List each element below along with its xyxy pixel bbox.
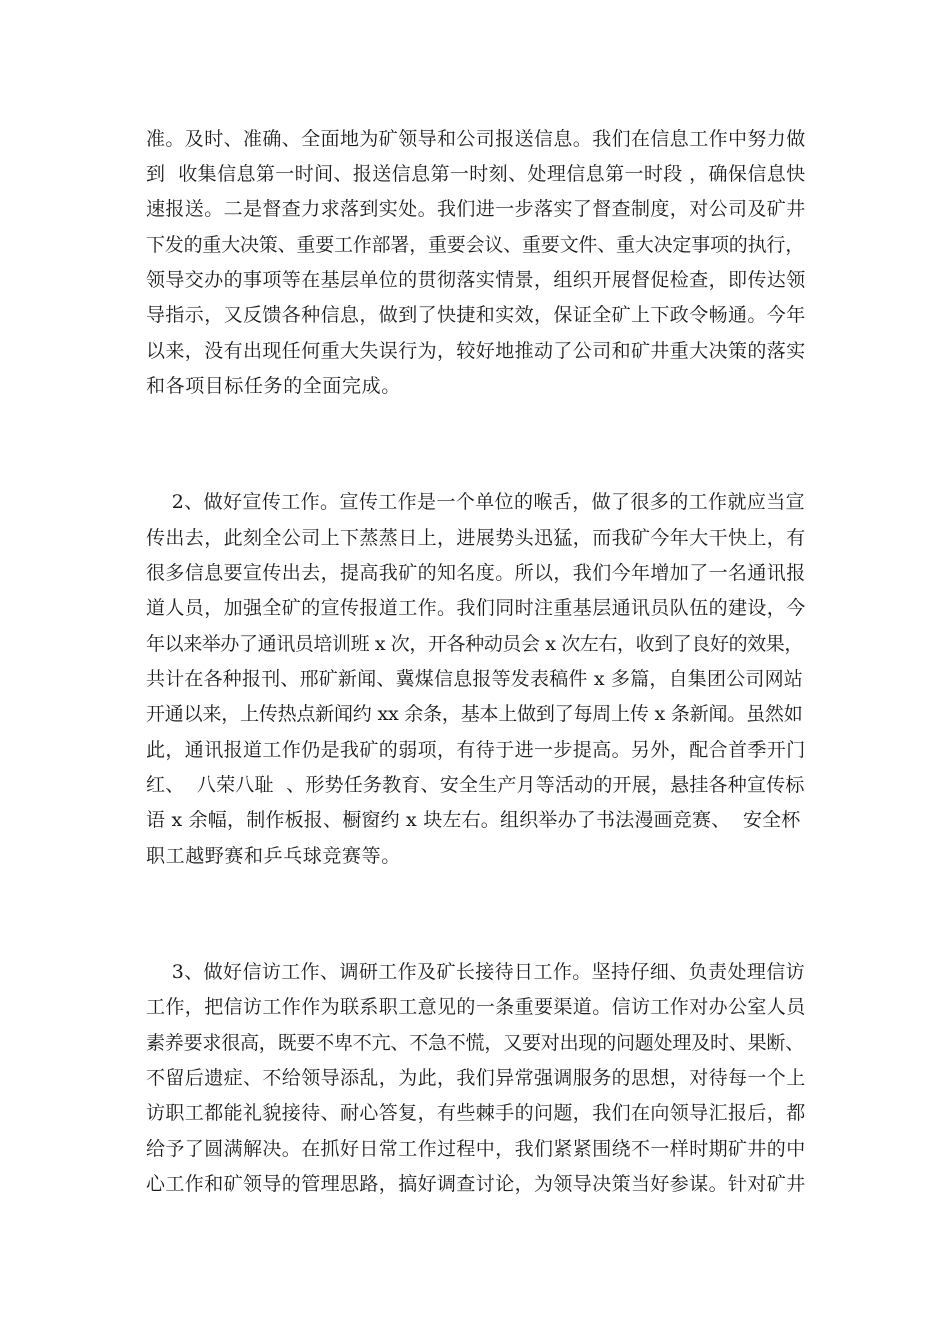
text-line: 给予了圆满解决。在抓好日常工作过程中，我们紧紧围绕不一样时期矿井的中 [146, 1138, 806, 1160]
text-line: 2、做好宣传工作。宣传工作是一个单位的喉舌，做了很多的工作就应当宣 [146, 491, 806, 513]
text-line: 年以来举办了通讯员培训班 x 次，开各种动员会 x 次左右，收到了良好的效果， [146, 633, 803, 655]
text-line: 到 收集信息第一时间、报送信息第一时刻、处理信息第一时段 ，确保信息快 [146, 163, 806, 185]
text-line: 传出去，此刻全公司上下蒸蒸日上，进展势头迅猛，而我矿今年大干快上，有 [146, 527, 806, 549]
text-line: 素养要求很高，既要不卑不亢、不急不慌，又要对出现的问题处理及时、果断、 [146, 1032, 805, 1054]
text-line: 此，通讯报道工作仍是我矿的弱项，有待于进一步提高。另外，配合首季开门 [146, 739, 806, 761]
text-line: 心工作和矿领导的管理思路，搞好调查讨论，为领导决策当好参谋。针对矿井 [146, 1173, 806, 1195]
text-line: 道人员，加强全矿的宣传报道工作。我们同时注重基层通讯员队伍的建设，今 [146, 597, 806, 619]
text-line: 和各项目标任务的全面完成。 [146, 375, 401, 397]
text-line: 共计在各种报刊、邢矿新闻、冀煤信息报等发表稿件 x 多篇，自集团公司网站 [146, 668, 803, 690]
text-line: 语 x 余幅，制作板报、橱窗约 x 块左右。组织举办了书法漫画竞赛、 安全杯 [146, 809, 801, 831]
text-line: 以来，没有出现任何重大失误行为，较好地推动了公司和矿井重大决策的落实 [146, 340, 806, 362]
text-line: 职工越野赛和乒乓球竞赛等。 [146, 845, 401, 867]
text-line: 开通以来，上传热点新闻约 xx 余条，基本上做到了每周上传 x 条新闻。虽然如 [146, 703, 803, 725]
text-line: 很多信息要宣传出去，提高我矿的知名度。所以，我们今年增加了一名通讯报 [146, 562, 806, 584]
text-line: 工作，把信访工作作为联系职工意见的一条重要渠道。信访工作对办公室人员 [146, 996, 806, 1018]
text-line: 3、做好信访工作、调研工作及矿长接待日工作。坚持仔细、负责处理信访 [146, 961, 806, 983]
text-line: 下发的重大决策、重要工作部署，重要会议、重要文件、重大决定事项的执行， [146, 234, 805, 256]
text-line: 导指示，又反馈各种信息，做到了快捷和实效，保证全矿上下政令畅通。今年 [146, 304, 806, 326]
text-line: 不留后遗症、不给领导添乱，为此，我们异常强调服务的思想，对待每一个上 [146, 1067, 806, 1089]
text-line: 速报送。二是督查力求落到实处。我们进一步落实了督查制度，对公司及矿井 [146, 198, 806, 220]
text-line: 访职工都能礼貌接待、耐心答复，有些棘手的问题，我们在向领导汇报后，都 [146, 1102, 806, 1124]
text-line: 领导交办的事项等在基层单位的贯彻落实情景，组织开展督促检查，即传达领 [146, 269, 806, 291]
text-line: 准。及时、准确、全面地为矿领导和公司报送信息。我们在信息工作中努力做 [146, 128, 806, 150]
text-line: 红、 八荣八耻 、形势任务教育、安全生产月等活动的开展，悬挂各种宣传标 [146, 774, 805, 796]
